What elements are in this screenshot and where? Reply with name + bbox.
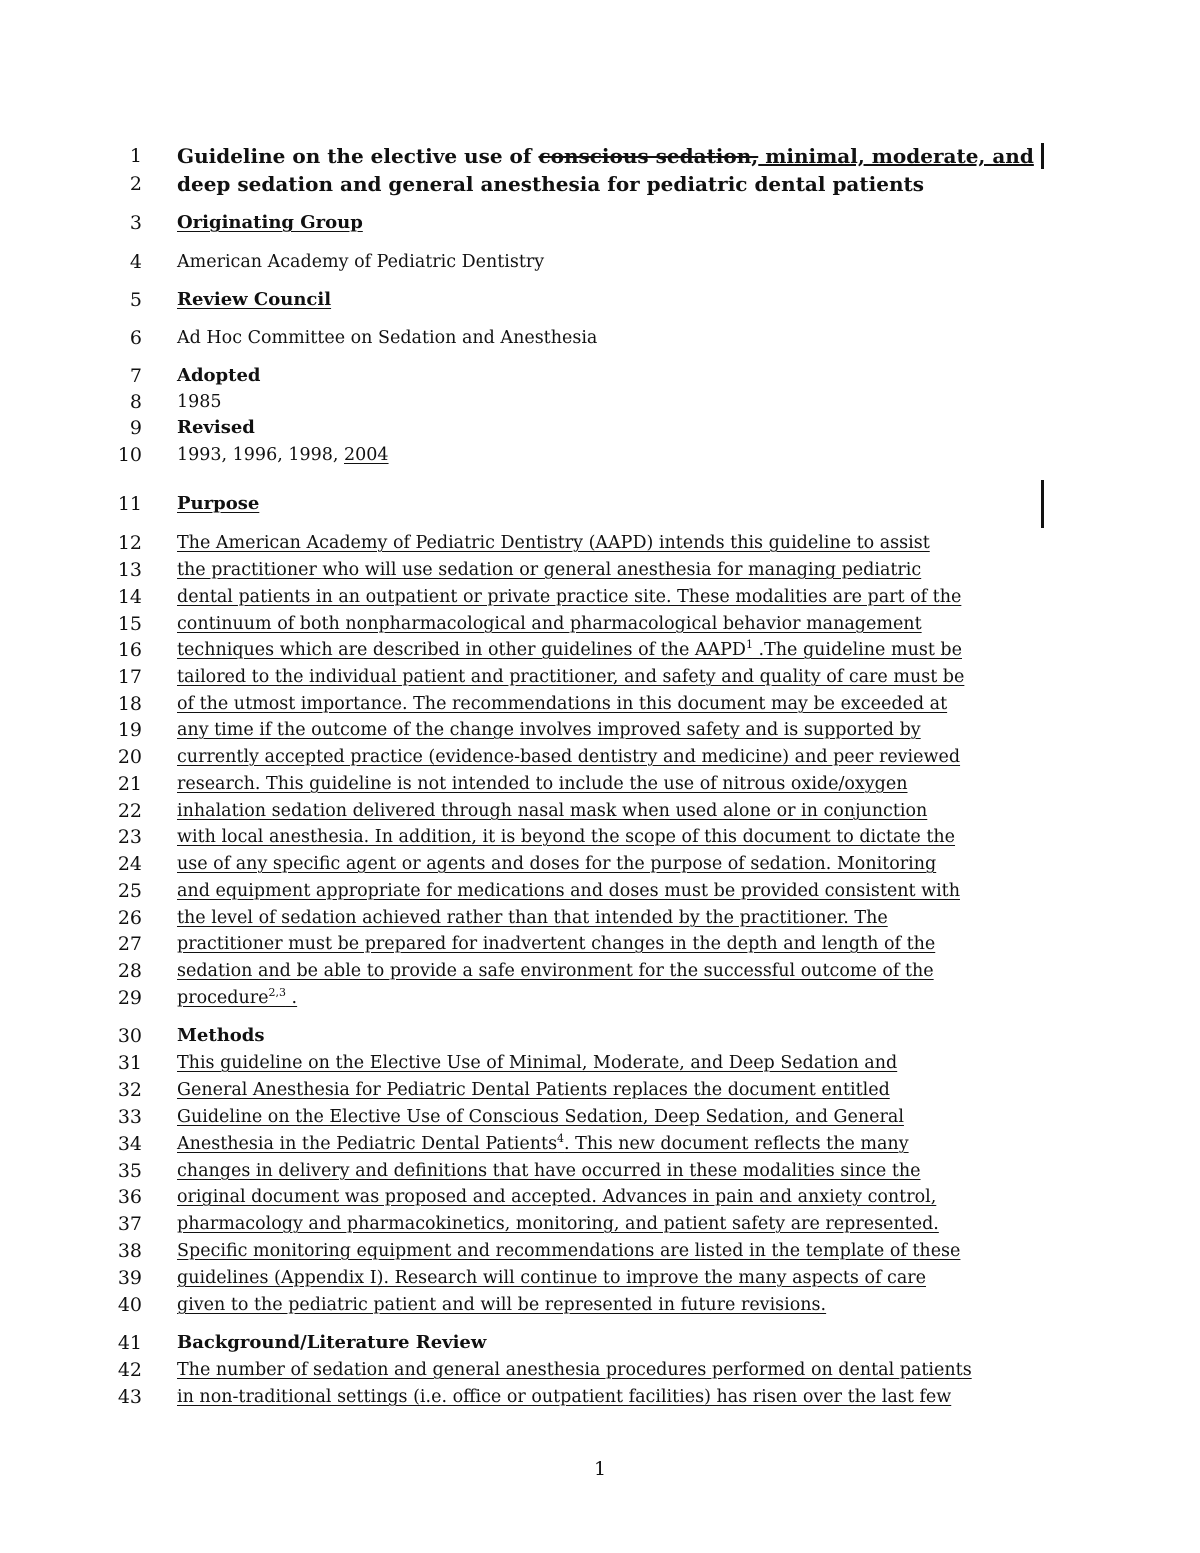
body-text: Anesthesia in the Pediatric Dental Patients xyxy=(177,1134,558,1154)
doc-line xyxy=(0,362,1200,390)
body-text-line xyxy=(177,1049,897,1077)
body-text: procedure xyxy=(177,988,269,1008)
body-text-line xyxy=(177,1356,972,1384)
body-text: . This new document reflects the many xyxy=(564,1134,909,1154)
body-text: continuum of both nonpharmacological and pharmacological behavior management xyxy=(177,614,922,634)
doc-line xyxy=(0,556,1200,584)
body-text-line xyxy=(177,556,921,584)
line-number: 38 xyxy=(117,1240,142,1262)
review-heading: Review Council xyxy=(177,289,332,310)
line-number: 17 xyxy=(117,666,142,688)
doc-line xyxy=(0,142,1200,170)
revised-years: 1993, 1996, 1998, xyxy=(177,445,344,465)
line-number: 24 xyxy=(117,853,142,875)
citation-superscript: 4 xyxy=(557,1132,565,1146)
body-text: . xyxy=(285,988,298,1008)
doc-line xyxy=(0,743,1200,771)
body-text-line xyxy=(177,850,936,878)
originating-heading: Originating Group xyxy=(177,212,363,233)
doc-line xyxy=(0,1329,1200,1357)
body-text: practitioner must be prepared for inadvertent changes in the depth and length of the xyxy=(177,934,936,954)
revision-bar xyxy=(1041,480,1044,528)
body-text-line xyxy=(177,690,947,718)
purpose-heading: Purpose xyxy=(177,493,260,514)
doc-line xyxy=(0,1264,1200,1292)
body-text-line xyxy=(177,1183,936,1211)
body-text: of the utmost importance. The recommendations in this document may be exceeded at xyxy=(177,694,948,714)
body-text: Guideline on the Elective Use of Conscious Sedation, Deep Sedation, and General xyxy=(177,1107,904,1127)
inserted-text: 2004 xyxy=(344,445,389,465)
doc-line xyxy=(0,441,1200,469)
methods-heading: Methods xyxy=(177,1025,265,1046)
body-text-line xyxy=(177,1264,926,1292)
line-number: 15 xyxy=(117,613,142,635)
revised-heading: Revised xyxy=(177,417,255,438)
body-text: dental patients in an outpatient or private practice site. These modalities are part of the xyxy=(177,587,962,607)
body-text-line xyxy=(177,823,955,851)
revision-bar xyxy=(1041,143,1044,169)
body-text-line xyxy=(177,663,964,691)
line-number: 33 xyxy=(117,1106,142,1128)
body-text-line xyxy=(177,529,930,557)
adopted-value: 1985 xyxy=(177,392,222,412)
doc-line xyxy=(0,324,1200,352)
line-number: 12 xyxy=(117,532,142,554)
doc-line xyxy=(0,1049,1200,1077)
citation-superscript: 2,3 xyxy=(268,986,286,1000)
body-text: sedation and be able to provide a safe environment for the successful outcome of the xyxy=(177,961,934,981)
line-number: 5 xyxy=(129,289,142,311)
doc-line xyxy=(0,957,1200,985)
body-text-line xyxy=(177,636,962,664)
line-number: 11 xyxy=(117,493,142,515)
body-text: techniques which are described in other guidelines of the AAPD xyxy=(177,640,746,660)
body-text-line xyxy=(177,583,961,611)
line-number: 37 xyxy=(117,1213,142,1235)
doc-line xyxy=(0,1356,1200,1384)
line-number: 32 xyxy=(117,1079,142,1101)
doc-line xyxy=(0,716,1200,744)
body-text: original document was proposed and accepted. Advances in pain and anxiety control, xyxy=(177,1187,937,1207)
body-text: use of any specific agent or agents and doses for the purpose of sedation. Monitoring xyxy=(177,854,937,874)
line-number: 29 xyxy=(117,987,142,1009)
body-text: research. This guideline is not intended to include the use of nitrous oxide/oxygen xyxy=(177,774,908,794)
body-text: with local anesthesia. In addition, it is beyond the scope of this document to dictate the xyxy=(177,827,956,847)
body-text: the practitioner who will use sedation or general anesthesia for managing pediatric xyxy=(177,560,922,580)
doc-line xyxy=(0,388,1200,416)
body-text-line xyxy=(177,1103,904,1131)
citation-superscript: 1 xyxy=(745,638,753,652)
doc-line xyxy=(0,904,1200,932)
body-text: any time if the outcome of the change involves improved safety and is supported by xyxy=(177,720,921,740)
line-number: 43 xyxy=(117,1386,142,1408)
body-text: inhalation sedation delivered through nasal mask when used alone or in conjunction xyxy=(177,801,928,821)
doc-line xyxy=(0,1130,1200,1158)
doc-title-line2: deep sedation and general anesthesia for pediatric dental patients xyxy=(177,172,924,196)
line-number: 10 xyxy=(117,444,142,466)
background-heading: Background/Literature Review xyxy=(177,1332,487,1353)
body-text-line xyxy=(177,610,922,638)
doc-line xyxy=(0,930,1200,958)
line-number: 25 xyxy=(117,880,142,902)
line-number: 35 xyxy=(117,1160,142,1182)
line-number: 19 xyxy=(117,719,142,741)
revised-value xyxy=(177,441,389,469)
body-text-line xyxy=(177,1157,920,1185)
body-text-line xyxy=(177,743,960,771)
line-number: 18 xyxy=(117,693,142,715)
line-number: 2 xyxy=(129,173,142,195)
body-text-line xyxy=(177,904,888,932)
body-text: changes in delivery and definitions that have occurred in these modalities since the xyxy=(177,1161,921,1181)
doc-line xyxy=(0,529,1200,557)
doc-line xyxy=(0,770,1200,798)
line-number: 3 xyxy=(129,212,142,234)
body-text: This guideline on the Elective Use of Minimal, Moderate, and Deep Sedation and xyxy=(177,1053,898,1073)
title-text: Guideline on the elective use of xyxy=(177,144,539,168)
doc-title xyxy=(177,142,1034,170)
doc-line xyxy=(0,610,1200,638)
doc-line xyxy=(0,1022,1200,1050)
line-number: 22 xyxy=(117,800,142,822)
doc-line xyxy=(0,690,1200,718)
doc-line xyxy=(0,1237,1200,1265)
line-number: 31 xyxy=(117,1052,142,1074)
deleted-text: conscious sedation, xyxy=(538,144,759,168)
line-number: 23 xyxy=(117,826,142,848)
inserted-text: minimal, moderate, and xyxy=(758,144,1034,168)
body-text: General Anesthesia for Pediatric Dental Patients replaces the document entitled xyxy=(177,1080,890,1100)
page-number: 1 xyxy=(593,1458,607,1480)
line-number: 21 xyxy=(117,773,142,795)
body-text-line xyxy=(177,957,934,985)
body-text: currently accepted practice (evidence-based dentistry and medicine) and peer reviewed xyxy=(177,747,961,767)
review-value: Ad Hoc Committee on Sedation and Anesthesia xyxy=(177,328,598,348)
doc-line xyxy=(0,1157,1200,1185)
body-text-line xyxy=(177,1237,960,1265)
line-number: 16 xyxy=(117,639,142,661)
body-text: and equipment appropriate for medications and doses must be provided consistent with xyxy=(177,881,960,901)
doc-line xyxy=(0,583,1200,611)
line-number: 7 xyxy=(129,365,142,387)
line-number: 40 xyxy=(117,1294,142,1316)
line-number: 13 xyxy=(117,559,142,581)
line-number: 26 xyxy=(117,907,142,929)
line-number: 36 xyxy=(117,1186,142,1208)
doc-line xyxy=(0,490,1200,518)
body-text: pharmacology and pharmacokinetics, monitoring, and patient safety are represented. xyxy=(177,1214,939,1234)
line-number: 1 xyxy=(129,145,142,167)
line-number: 6 xyxy=(129,327,142,349)
line-number: 30 xyxy=(117,1025,142,1047)
body-text-line xyxy=(177,716,921,744)
line-number: 8 xyxy=(129,391,142,413)
line-number: 34 xyxy=(117,1133,142,1155)
body-text-line xyxy=(177,797,927,825)
body-text: tailored to the individual patient and practitioner, and safety and quality of care must be xyxy=(177,667,965,687)
doc-line xyxy=(0,636,1200,664)
body-text: The American Academy of Pediatric Dentistry (AAPD) intends this guideline to assist xyxy=(177,533,930,553)
doc-line xyxy=(0,209,1200,237)
doc-line xyxy=(0,286,1200,314)
doc-line xyxy=(0,1383,1200,1411)
doc-line xyxy=(0,984,1200,1012)
body-text: The number of sedation and general anesthesia procedures performed on dental patients xyxy=(177,1360,972,1380)
body-text: the level of sedation achieved rather than that intended by the practitioner. The xyxy=(177,908,888,928)
body-text-line xyxy=(177,1210,939,1238)
doc-line xyxy=(0,170,1200,198)
body-text-line xyxy=(177,877,960,905)
line-number: 39 xyxy=(117,1267,142,1289)
line-number: 9 xyxy=(129,417,142,439)
line-number: 41 xyxy=(117,1332,142,1354)
doc-line xyxy=(0,1103,1200,1131)
adopted-heading: Adopted xyxy=(177,365,261,386)
line-number: 4 xyxy=(129,251,142,273)
body-text: guidelines (Appendix I). Research will continue to improve the many aspects of care xyxy=(177,1268,927,1288)
body-text-line xyxy=(177,984,297,1012)
doc-line xyxy=(0,823,1200,851)
body-text-line xyxy=(177,930,935,958)
body-text: in non-traditional settings (i.e. office or outpatient facilities) has risen over the last few xyxy=(177,1387,952,1407)
body-text-line xyxy=(177,1130,909,1158)
doc-line xyxy=(0,850,1200,878)
body-text-line xyxy=(177,770,908,798)
body-text: Specific monitoring equipment and recommendations are listed in the template of these xyxy=(177,1241,961,1261)
line-number: 28 xyxy=(117,960,142,982)
line-number: 27 xyxy=(117,933,142,955)
originating-value: American Academy of Pediatric Dentistry xyxy=(177,252,545,272)
body-text-line xyxy=(177,1383,951,1411)
body-text: given to the pediatric patient and will be represented in future revisions. xyxy=(177,1295,827,1315)
body-text-line xyxy=(177,1291,826,1319)
doc-line xyxy=(0,1291,1200,1319)
doc-line xyxy=(0,248,1200,276)
doc-line xyxy=(0,663,1200,691)
line-number: 20 xyxy=(117,746,142,768)
doc-line xyxy=(0,877,1200,905)
doc-line xyxy=(0,1210,1200,1238)
doc-line xyxy=(0,414,1200,442)
line-number: 14 xyxy=(117,586,142,608)
doc-line xyxy=(0,797,1200,825)
doc-line xyxy=(0,1183,1200,1211)
line-number: 42 xyxy=(117,1359,142,1381)
body-text-line xyxy=(177,1076,890,1104)
doc-line xyxy=(0,1076,1200,1104)
body-text: .The guideline must be xyxy=(752,640,962,660)
